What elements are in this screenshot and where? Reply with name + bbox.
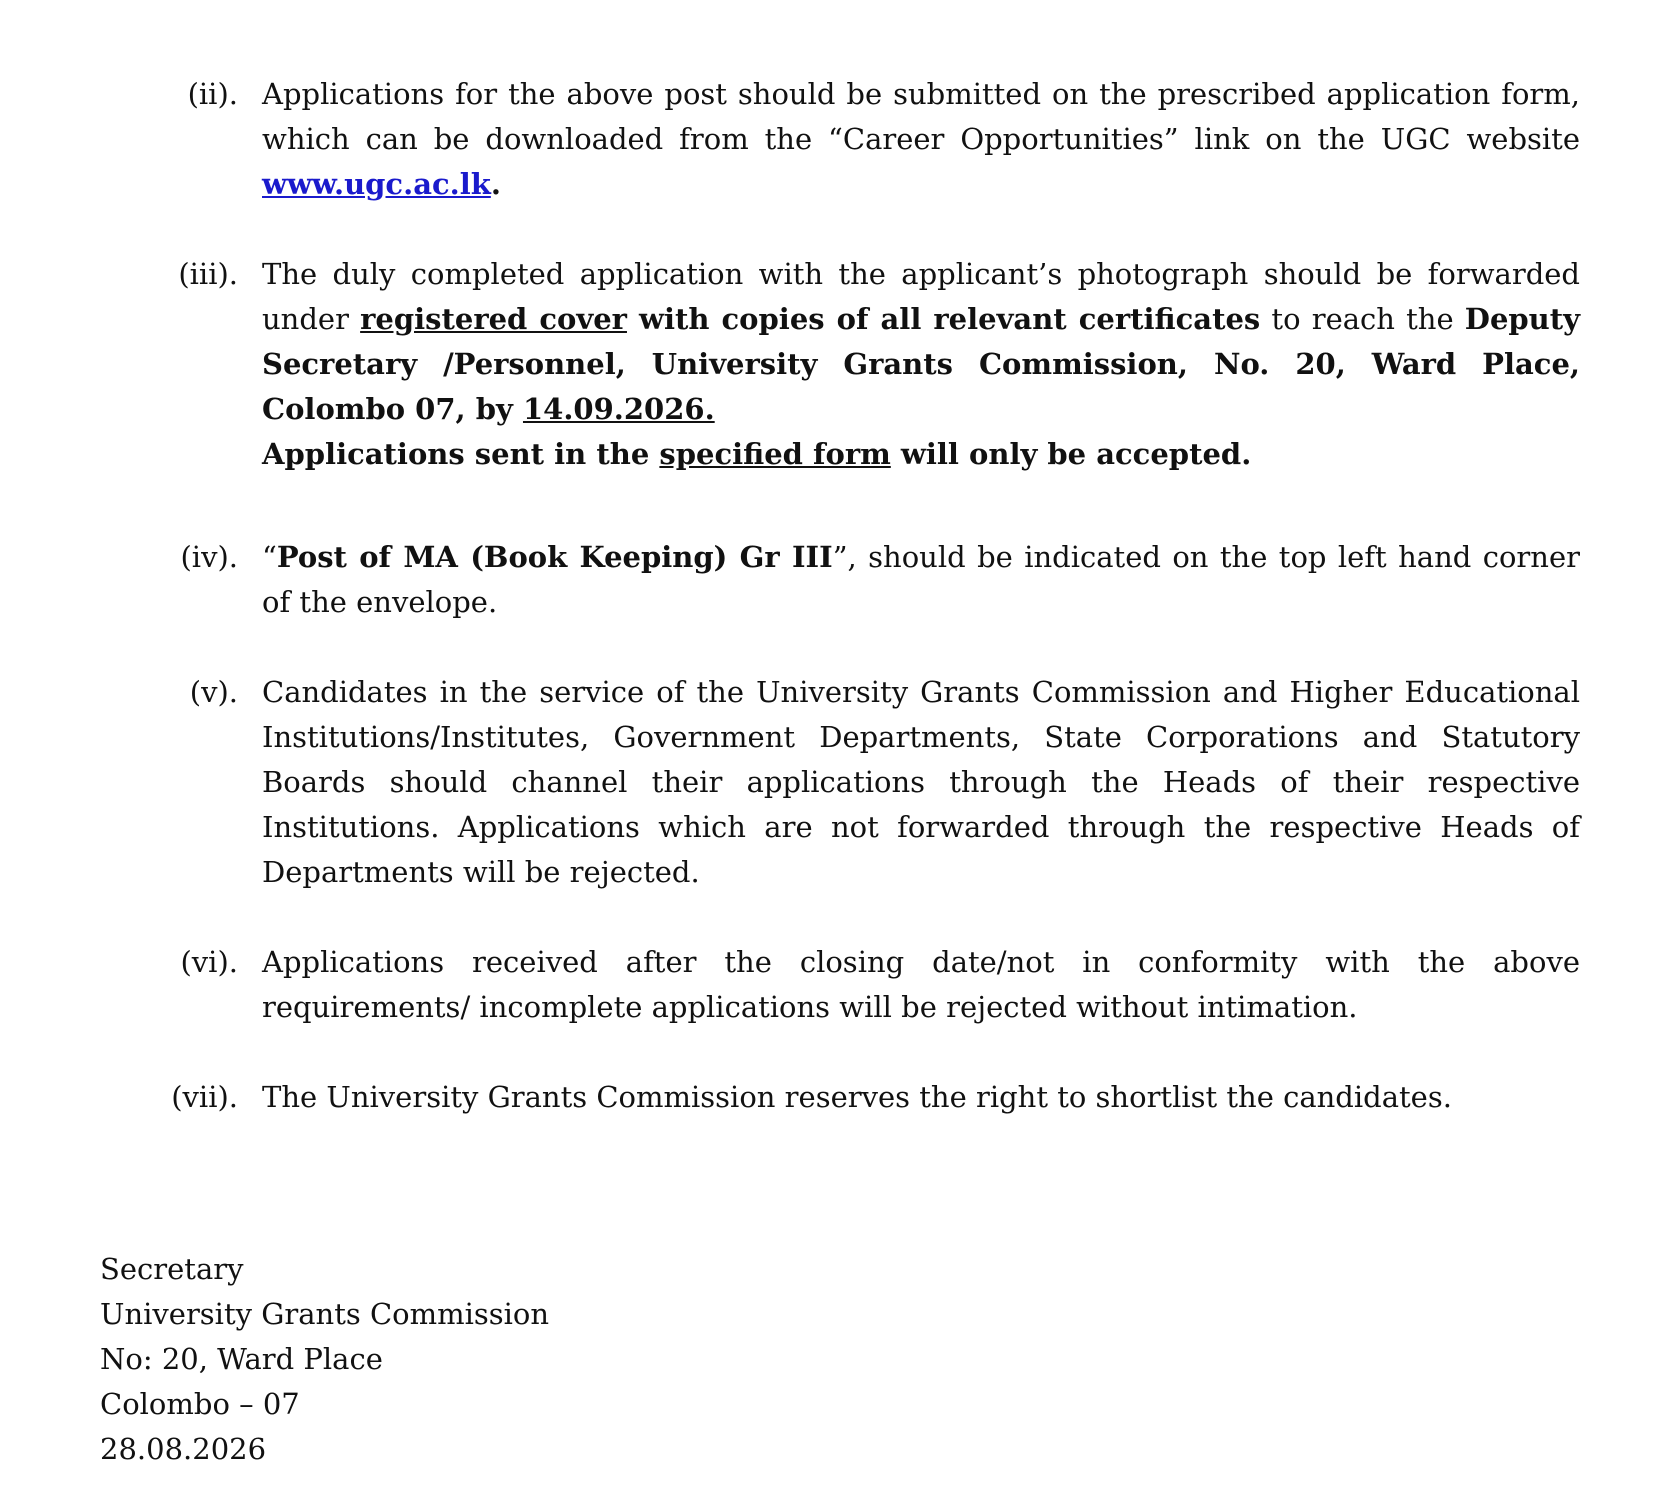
accepted-note-part: Applications sent in the	[262, 437, 660, 471]
clause-number: (vii).	[171, 1080, 238, 1114]
clause-iii-text: The duly completed application with the applicant’s photograph should be forwarded under	[262, 257, 1580, 336]
clause-v-text: Candidates in the service of the University Grants Commission and Higher Educational Institutions/Institutes, Government Departments, State Corporations and Statutory Boards should channel their applications through the Heads of their respective Institutions. Applications which are not forwarded through the respective Heads of Departments will be rejected.	[262, 675, 1580, 889]
to-reach-text: to reach the	[1260, 302, 1465, 336]
signature-title: Secretary	[100, 1252, 244, 1286]
with-copies-text: with copies of all relevant certificates	[626, 302, 1261, 336]
signature-city: Colombo – 07	[100, 1387, 300, 1421]
registered-cover-text: registered cover	[360, 302, 627, 336]
accepted-note-end: will only be accepted.	[890, 437, 1252, 471]
accepted-note	[262, 432, 1580, 477]
signature-date: 28.08.2026	[100, 1432, 267, 1466]
clause-text	[262, 1075, 1580, 1120]
clause-number: (vi).	[180, 945, 238, 979]
clause-ii-period: .	[490, 167, 501, 201]
clause-vii-text: The University Grants Commission reserves the right to shortlist the candidates.	[262, 1080, 1452, 1114]
ugc-website-link[interactable]: www.ugc.ac.lk	[262, 167, 491, 201]
clause-text	[262, 535, 1580, 625]
clause-number: (ii).	[187, 77, 238, 111]
address-text: Deputy Secretary /Personnel, University Grants Commission, No. 20, Ward Place, Colombo 07, by	[262, 302, 1581, 426]
clause-text	[262, 72, 1580, 207]
specified-form-text: specified form	[659, 437, 891, 471]
post-name: Post of MA (Book Keeping) Gr III	[276, 540, 833, 574]
clause-number: (v).	[189, 675, 238, 709]
signature-street: No: 20, Ward Place	[100, 1342, 383, 1376]
clause-text	[262, 940, 1580, 1030]
closing-date: 14.09.2026.	[522, 392, 715, 426]
signature-organization: University Grants Commission	[100, 1297, 550, 1331]
clause-number: (iii).	[178, 257, 238, 291]
clause-text	[262, 670, 1580, 895]
clause-vi-text: Applications received after the closing date/not in conformity with the above requirements/ incomplete applications will be rejected without intimation.	[262, 945, 1580, 1024]
clause-ii-text: Applications for the above post should be submitted on the prescribed application form, which can be downloaded from the “Career Opportunities” link on the UGC website	[262, 77, 1580, 156]
clause-iv-text: ”, should be indicated on the top left hand corner of the envelope.	[262, 540, 1580, 619]
signature-block	[100, 1247, 549, 1472]
clause-text	[262, 252, 1580, 477]
clause-number: (iv).	[180, 540, 238, 574]
quote-open: “	[262, 540, 277, 574]
